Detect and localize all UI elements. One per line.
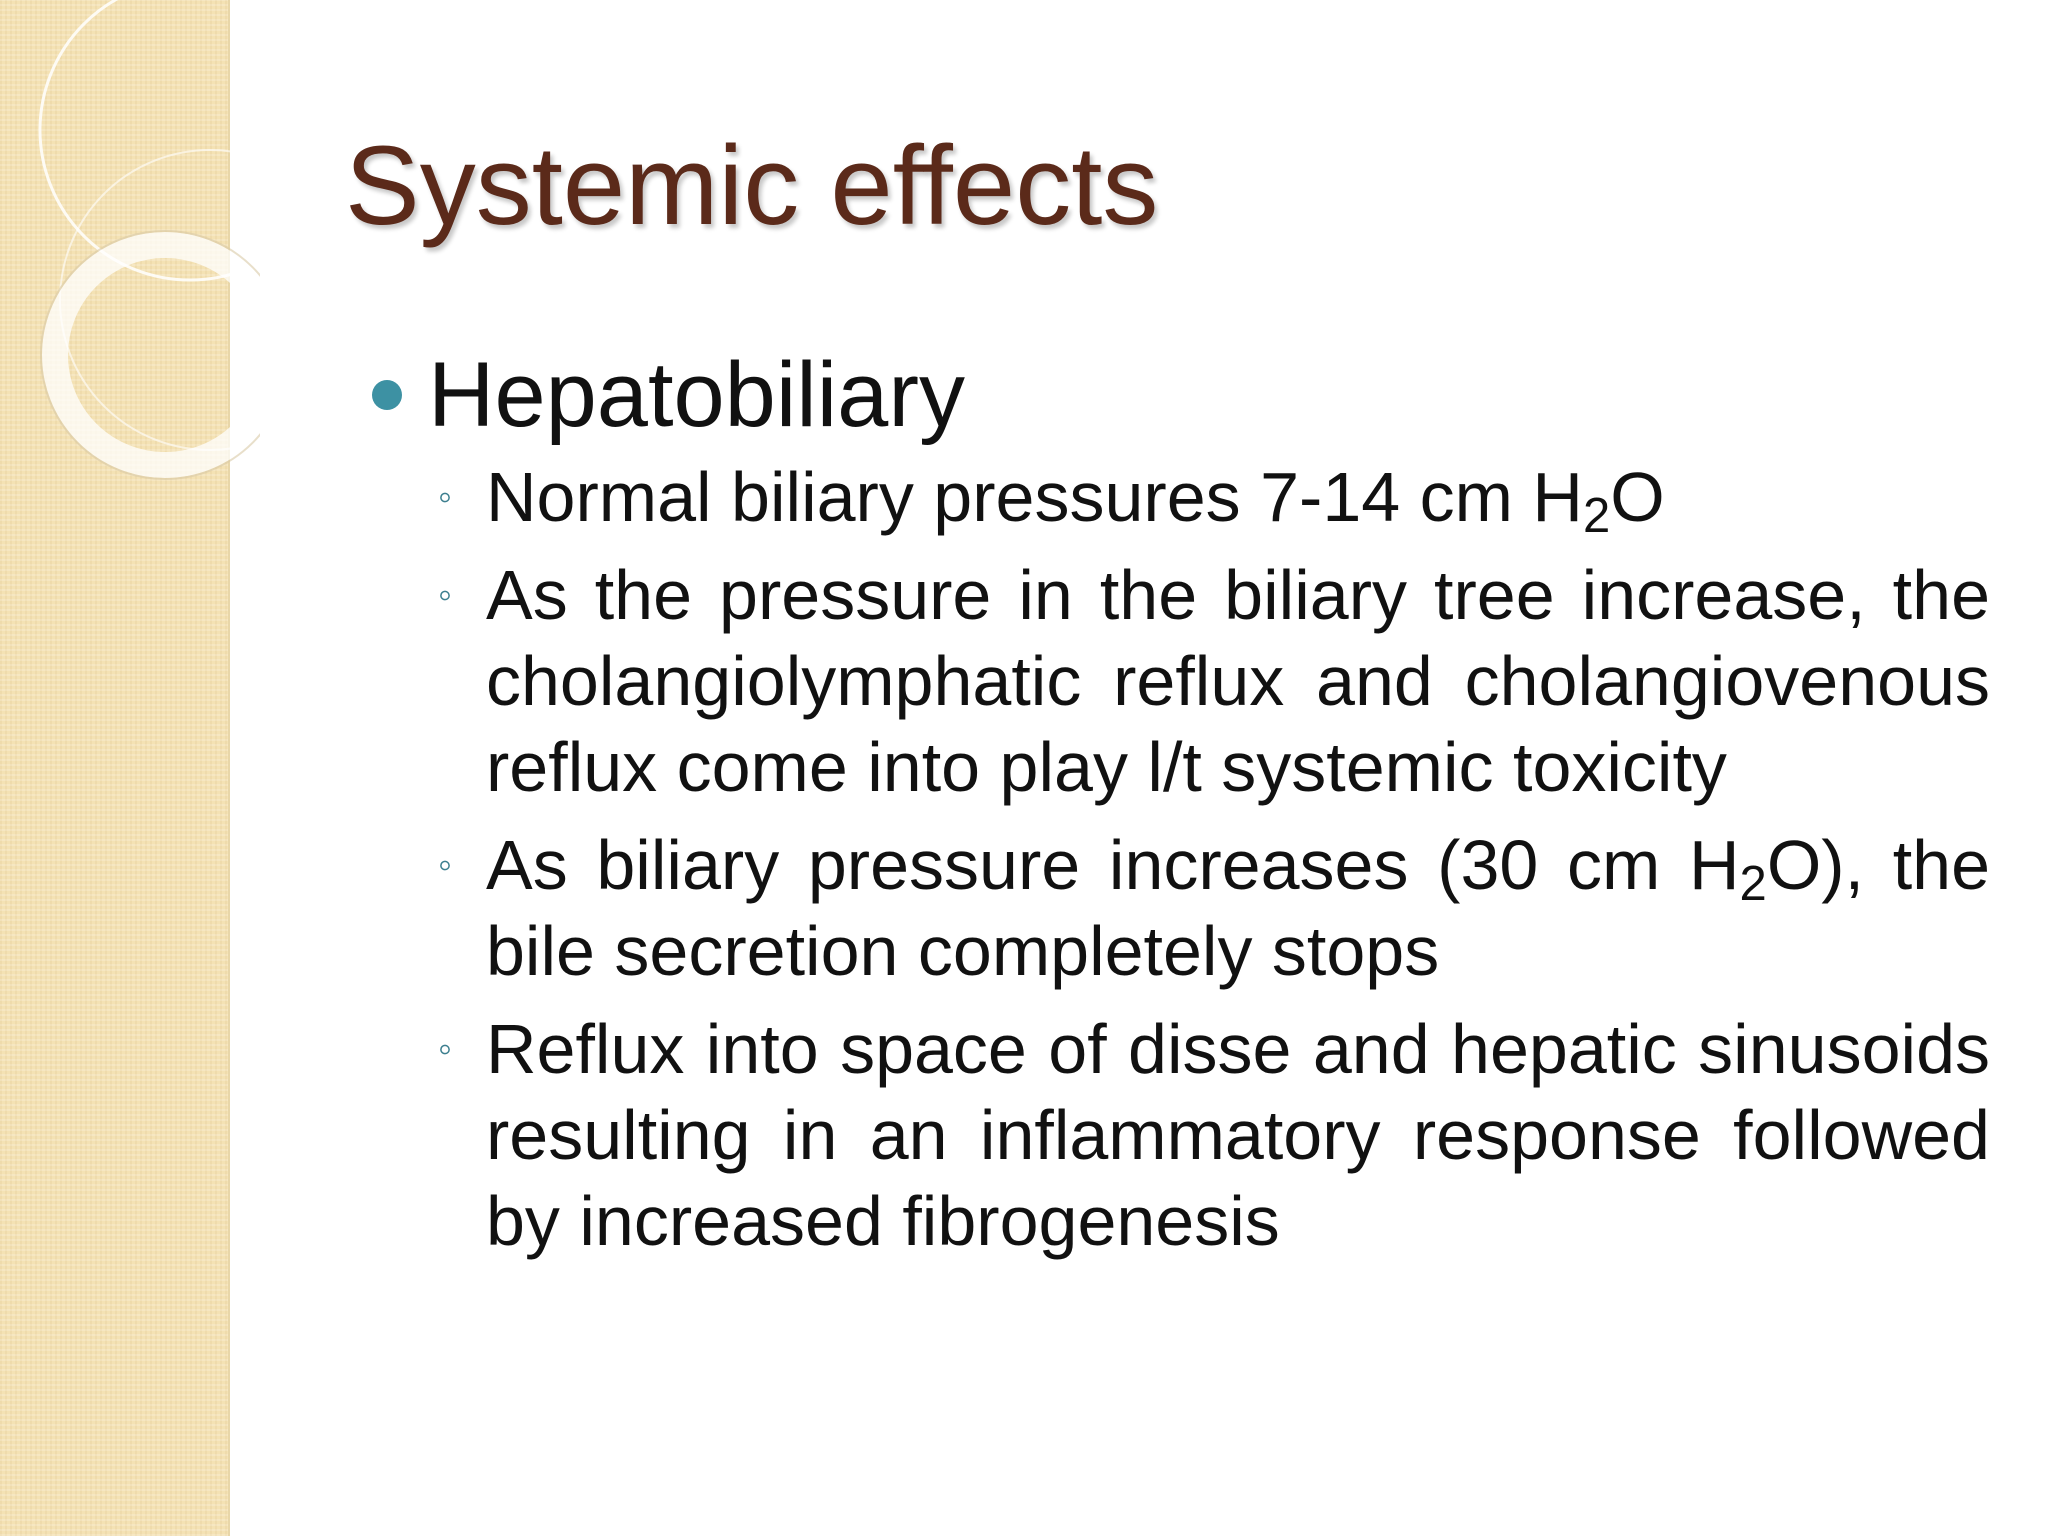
sub-bullet-text: Reflux into space of disse and hepatic sinusoids resulting in an inflammatory response followed by increased fibrogenesis <box>486 1010 1990 1260</box>
sub-bullet-text: As the pressure in the biliary tree increase, the cholangiolymphatic reflux and cholangiovenous reflux come into play l/t systemic toxicity <box>486 556 1990 806</box>
subscript: 2 <box>1582 488 1611 543</box>
sub-bullet-list <box>360 454 1990 1264</box>
bullet-hepatobiliary <box>360 340 1990 450</box>
sub-bullet-text-end: O), the bile secretion completely stops <box>486 826 1991 990</box>
sub-bullet-text-end: O <box>1610 458 1665 536</box>
sub-bullet-text: As biliary pressure increases (30 cm H <box>486 826 1740 904</box>
sub-bullet-item <box>360 822 1990 994</box>
sub-bullet-item <box>360 1006 1990 1264</box>
sub-bullet-item <box>360 552 1990 810</box>
sub-bullet-text: Normal biliary pressures 7-14 cm H <box>486 458 1583 536</box>
slide-title: Systemic effects <box>345 123 1159 248</box>
subscript: 2 <box>1739 856 1767 911</box>
sub-bullet-item <box>360 454 1990 543</box>
bullet-dot-icon <box>372 380 402 410</box>
circle-bullet-icon: ◦ <box>438 573 453 617</box>
circle-bullet-icon: ◦ <box>438 475 453 519</box>
circle-bullet-icon: ◦ <box>438 843 453 887</box>
slide-content <box>360 340 1990 1276</box>
decorative-rings <box>0 0 260 520</box>
circle-bullet-icon: ◦ <box>438 1027 453 1071</box>
bullet-label: Hepatobiliary <box>428 344 965 446</box>
